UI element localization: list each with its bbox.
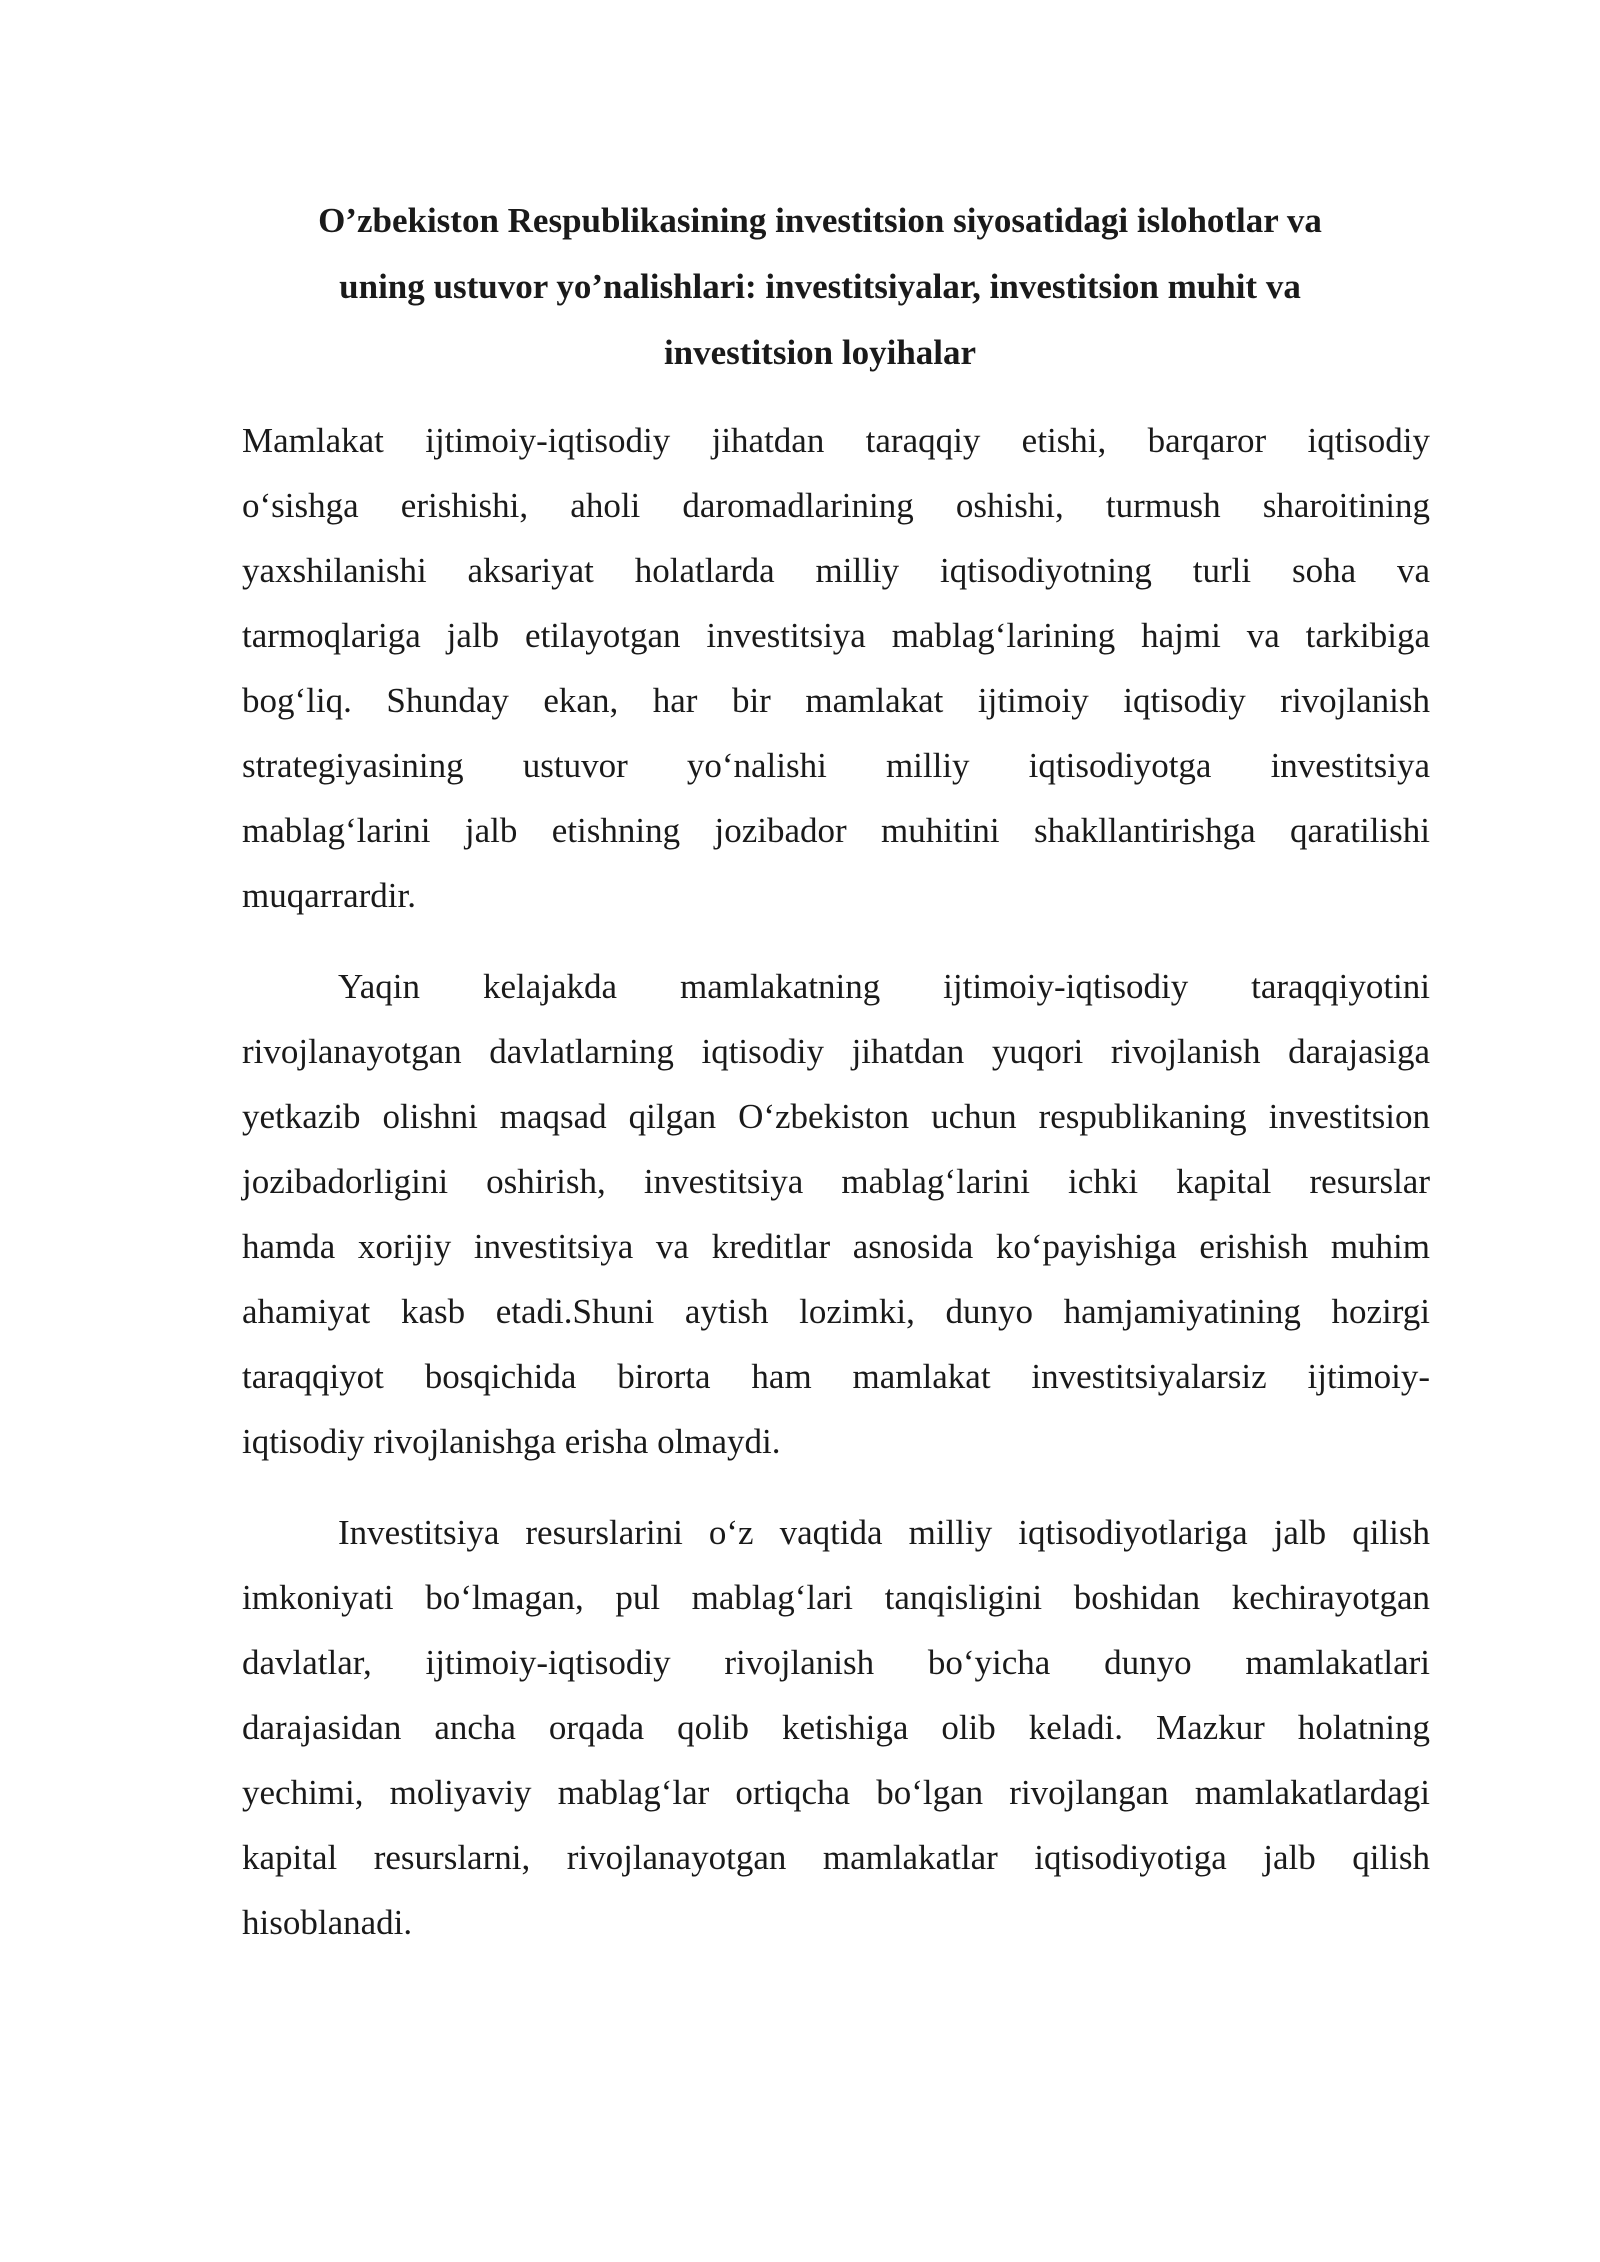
paragraph-1: [242, 408, 1430, 928]
document-title: [250, 188, 1390, 386]
paragraph-line: yaxshilanishi aksariyat holatlarda milliy iqtisodiyotning turli soha va: [242, 551, 1430, 590]
title-line: investitsion loyihalar: [663, 333, 977, 372]
paragraph-line: bog‘liq. Shunday ekan, har bir mamlakat ijtimoiy iqtisodiy rivojlanish: [242, 681, 1430, 720]
paragraph-line: rivojlanayotgan davlatlarning iqtisodiy jihatdan yuqori rivojlanish darajasiga: [242, 1032, 1430, 1071]
paragraph-line: darajasidan ancha orqada qolib ketishiga olib keladi. Mazkur holatning: [242, 1708, 1430, 1747]
title-line: uning ustuvor yo’nalishlari: investitsiyalar, investitsion muhit va: [339, 267, 1301, 306]
paragraph-line: ahamiyat kasb etadi.Shuni aytish lozimki, dunyo hamjamiyatining hozirgi: [242, 1292, 1430, 1331]
paragraph-line: o‘sishga erishishi, aholi daromadlarining oshishi, turmush sharoitining: [242, 486, 1430, 525]
paragraph-line: Yaqin kelajakda mamlakatning ijtimoiy-iqtisodiy taraqqiyotini: [338, 967, 1430, 1006]
paragraph-line: yetkazib olishni maqsad qilgan O‘zbekiston uchun respublikaning investitsion: [242, 1097, 1430, 1136]
title-line: O’zbekiston Respublikasining investitsion siyosatidagi islohotlar va: [318, 201, 1322, 240]
paragraph-line: tarmoqlariga jalb etilayotgan investitsiya mablag‘larining hajmi va tarkibiga: [242, 616, 1430, 655]
paragraph-line: kapital resurslarni, rivojlanayotgan mamlakatlar iqtisodiyotiga jalb qilish: [242, 1838, 1430, 1877]
paragraph-line: davlatlar, ijtimoiy-iqtisodiy rivojlanish bo‘yicha dunyo mamlakatlari: [242, 1643, 1430, 1682]
paragraph-line: jozibadorligini oshirish, investitsiya mablag‘larini ichki kapital resurslar: [242, 1162, 1430, 1201]
paragraph-line: iqtisodiy rivojlanishga erisha olmaydi.: [242, 1422, 781, 1461]
paragraph-line: hisoblanadi.: [242, 1903, 413, 1942]
paragraph-3: [242, 1500, 1430, 1955]
paragraph-line: yechimi, moliyaviy mablag‘lar ortiqcha bo‘lgan rivojlangan mamlakatlardagi: [242, 1773, 1430, 1812]
paragraph-line: mablag‘larini jalb etishning jozibador muhitini shakllantirishga qaratilishi: [242, 811, 1430, 850]
paragraph-line: taraqqiyot bosqichida birorta ham mamlakat investitsiyalarsiz ijtimoiy-: [242, 1357, 1430, 1396]
paragraph-line: muqarrardir.: [242, 876, 416, 915]
paragraph-line: Investitsiya resurslarini o‘z vaqtida milliy iqtisodiyotlariga jalb qilish: [338, 1513, 1430, 1552]
paragraph-line: imkoniyati bo‘lmagan, pul mablag‘lari tanqisligini boshidan kechirayotgan: [242, 1578, 1430, 1617]
paragraph-line: Mamlakat ijtimoiy-iqtisodiy jihatdan taraqqiy etishi, barqaror iqtisodiy: [242, 421, 1430, 460]
paragraph-line: hamda xorijiy investitsiya va kreditlar asnosida ko‘payishiga erishish muhim: [242, 1227, 1430, 1266]
paragraph-line: strategiyasining ustuvor yo‘nalishi milliy iqtisodiyotga investitsiya: [242, 746, 1430, 785]
paragraph-2: [242, 954, 1430, 1474]
